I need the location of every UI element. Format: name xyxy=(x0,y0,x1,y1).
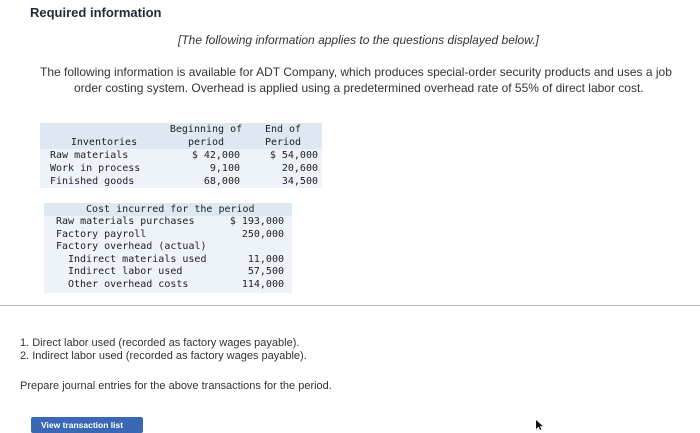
table-row xyxy=(40,149,322,162)
costs-table xyxy=(44,203,292,293)
end-value: 20,600 xyxy=(244,162,322,175)
table-row xyxy=(44,229,292,242)
intro-line-1: The following information is available for ADT Company, which produces special-order security products and uses a job xyxy=(40,65,672,79)
row-label: Indirect labor used xyxy=(68,266,183,277)
inventories-header-row xyxy=(40,123,322,149)
table-row xyxy=(44,254,292,267)
header-end-of-period: End of Period xyxy=(244,123,322,149)
row-value: 11,000 xyxy=(247,253,284,265)
mouse-cursor-icon xyxy=(536,420,544,430)
row-label: Indirect materials used xyxy=(68,253,207,265)
intro-paragraph xyxy=(40,64,690,96)
row-label: Factory payroll xyxy=(56,228,147,240)
info-note: [The following information applies to the questions displayed below.] xyxy=(178,33,539,47)
header-beginning-of-period: Beginning of period xyxy=(169,124,243,148)
table-row xyxy=(44,266,292,279)
view-transaction-list-button[interactable]: View transaction list xyxy=(31,417,143,433)
row-value xyxy=(223,241,292,254)
question-list xyxy=(20,337,307,363)
section-heading: Required information xyxy=(30,5,162,20)
inventories-table xyxy=(40,123,322,188)
table-row xyxy=(40,162,322,175)
section-divider xyxy=(0,305,700,306)
header-inventories: Inventories xyxy=(40,123,168,149)
row-value: 57,500 xyxy=(247,266,284,277)
question-2: 2. Indirect labor used (recorded as factory wages payable). xyxy=(20,350,307,362)
end-value: 34,500 xyxy=(244,175,322,188)
row-label: Work in process xyxy=(40,162,168,175)
instruction-text: Prepare journal entries for the above transactions for the period. xyxy=(20,380,332,392)
row-label: Other overhead costs xyxy=(68,278,189,290)
row-label: Raw materials xyxy=(40,149,168,162)
intro-line-2: order costing system. Overhead is applied using a predetermined overhead rate of 55% of direct labor cost. xyxy=(74,81,644,95)
table-row xyxy=(40,175,322,188)
question-1: 1. Direct labor used (recorded as factory wages payable). xyxy=(20,337,300,349)
row-value: 114,000 xyxy=(241,278,284,290)
row-label: Factory overhead (actual) xyxy=(56,241,207,252)
table-row xyxy=(44,216,292,229)
table-row xyxy=(44,279,292,292)
row-label: Finished goods xyxy=(40,175,168,188)
begin-value: 68,000 xyxy=(168,175,244,188)
row-value: 250,000 xyxy=(241,228,284,240)
row-value: $ 193,000 xyxy=(229,216,284,227)
costs-table-title: Cost incurred for the period xyxy=(44,203,292,216)
begin-value: $ 42,000 xyxy=(168,149,244,162)
end-value: $ 54,000 xyxy=(244,149,322,162)
row-label: Raw materials purchases xyxy=(56,216,195,227)
begin-value: 9,100 xyxy=(168,162,244,175)
table-row xyxy=(44,241,292,254)
